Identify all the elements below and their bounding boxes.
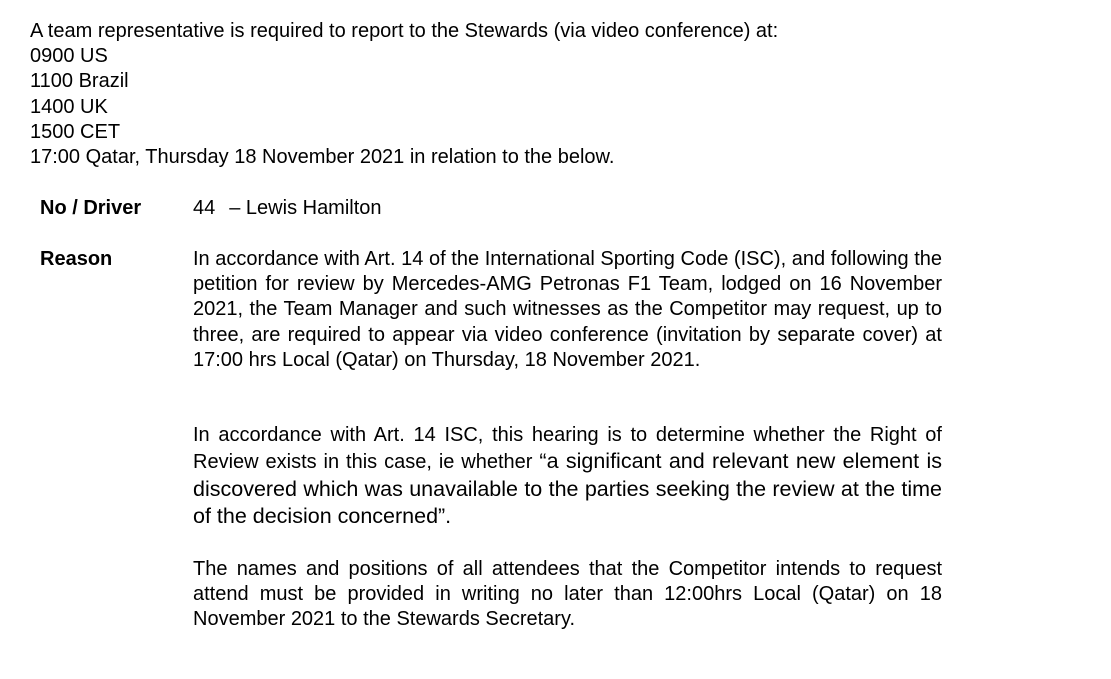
reason-paragraph-2-lead: In accordance with Art. 14 ISC, this hearing is to determine whether the Right of Review exists in this case, ie whether <box>193 424 942 474</box>
reason-paragraph-1: In accordance with Art. 14 of the International Sporting Code (ISC), and following the petition for review by Mercedes-AMG Petronas F1 Team, lodged on 16 November 2021, the Team Manager and such witnesses as the Competitor may request, up to three, are required to appear via video conference (invitation by separate cover) at 17:00 hrs Local (Qatar) on Thursday, 18 November 2021. <box>193 248 942 371</box>
intro-line: A team representative is required to report to the Stewards (via video conference) at: <box>30 20 779 42</box>
intro-line: 17:00 Qatar, Thursday 18 November 2021 in relation to the below. <box>30 146 615 169</box>
driver-label: No / Driver <box>40 197 142 219</box>
reason-paragraph-2 <box>193 423 942 531</box>
intro-line: 1100 Brazil <box>30 70 129 93</box>
intro-block <box>30 19 778 170</box>
reason-label: Reason <box>40 248 113 270</box>
driver-number: 44 <box>193 197 216 219</box>
driver-name: – Lewis Hamilton <box>229 197 382 219</box>
intro-line: 0900 US <box>30 45 108 68</box>
intro-line: 1400 UK <box>30 95 108 118</box>
reason-paragraph-2-quote: “a significant and relevant new element is discovered which was unavailable to the parties seeking the review at the time of the decision concerned”. <box>193 449 943 529</box>
driver-value <box>193 196 382 221</box>
reason-paragraph-3: The names and positions of all attendees that the Competitor intends to request attend must be provided in writing no later than 12:00hrs Local (Qatar) on 18 November 2021 to the Stewards Secretary. <box>193 558 942 631</box>
intro-line: 1500 CET <box>30 120 121 143</box>
